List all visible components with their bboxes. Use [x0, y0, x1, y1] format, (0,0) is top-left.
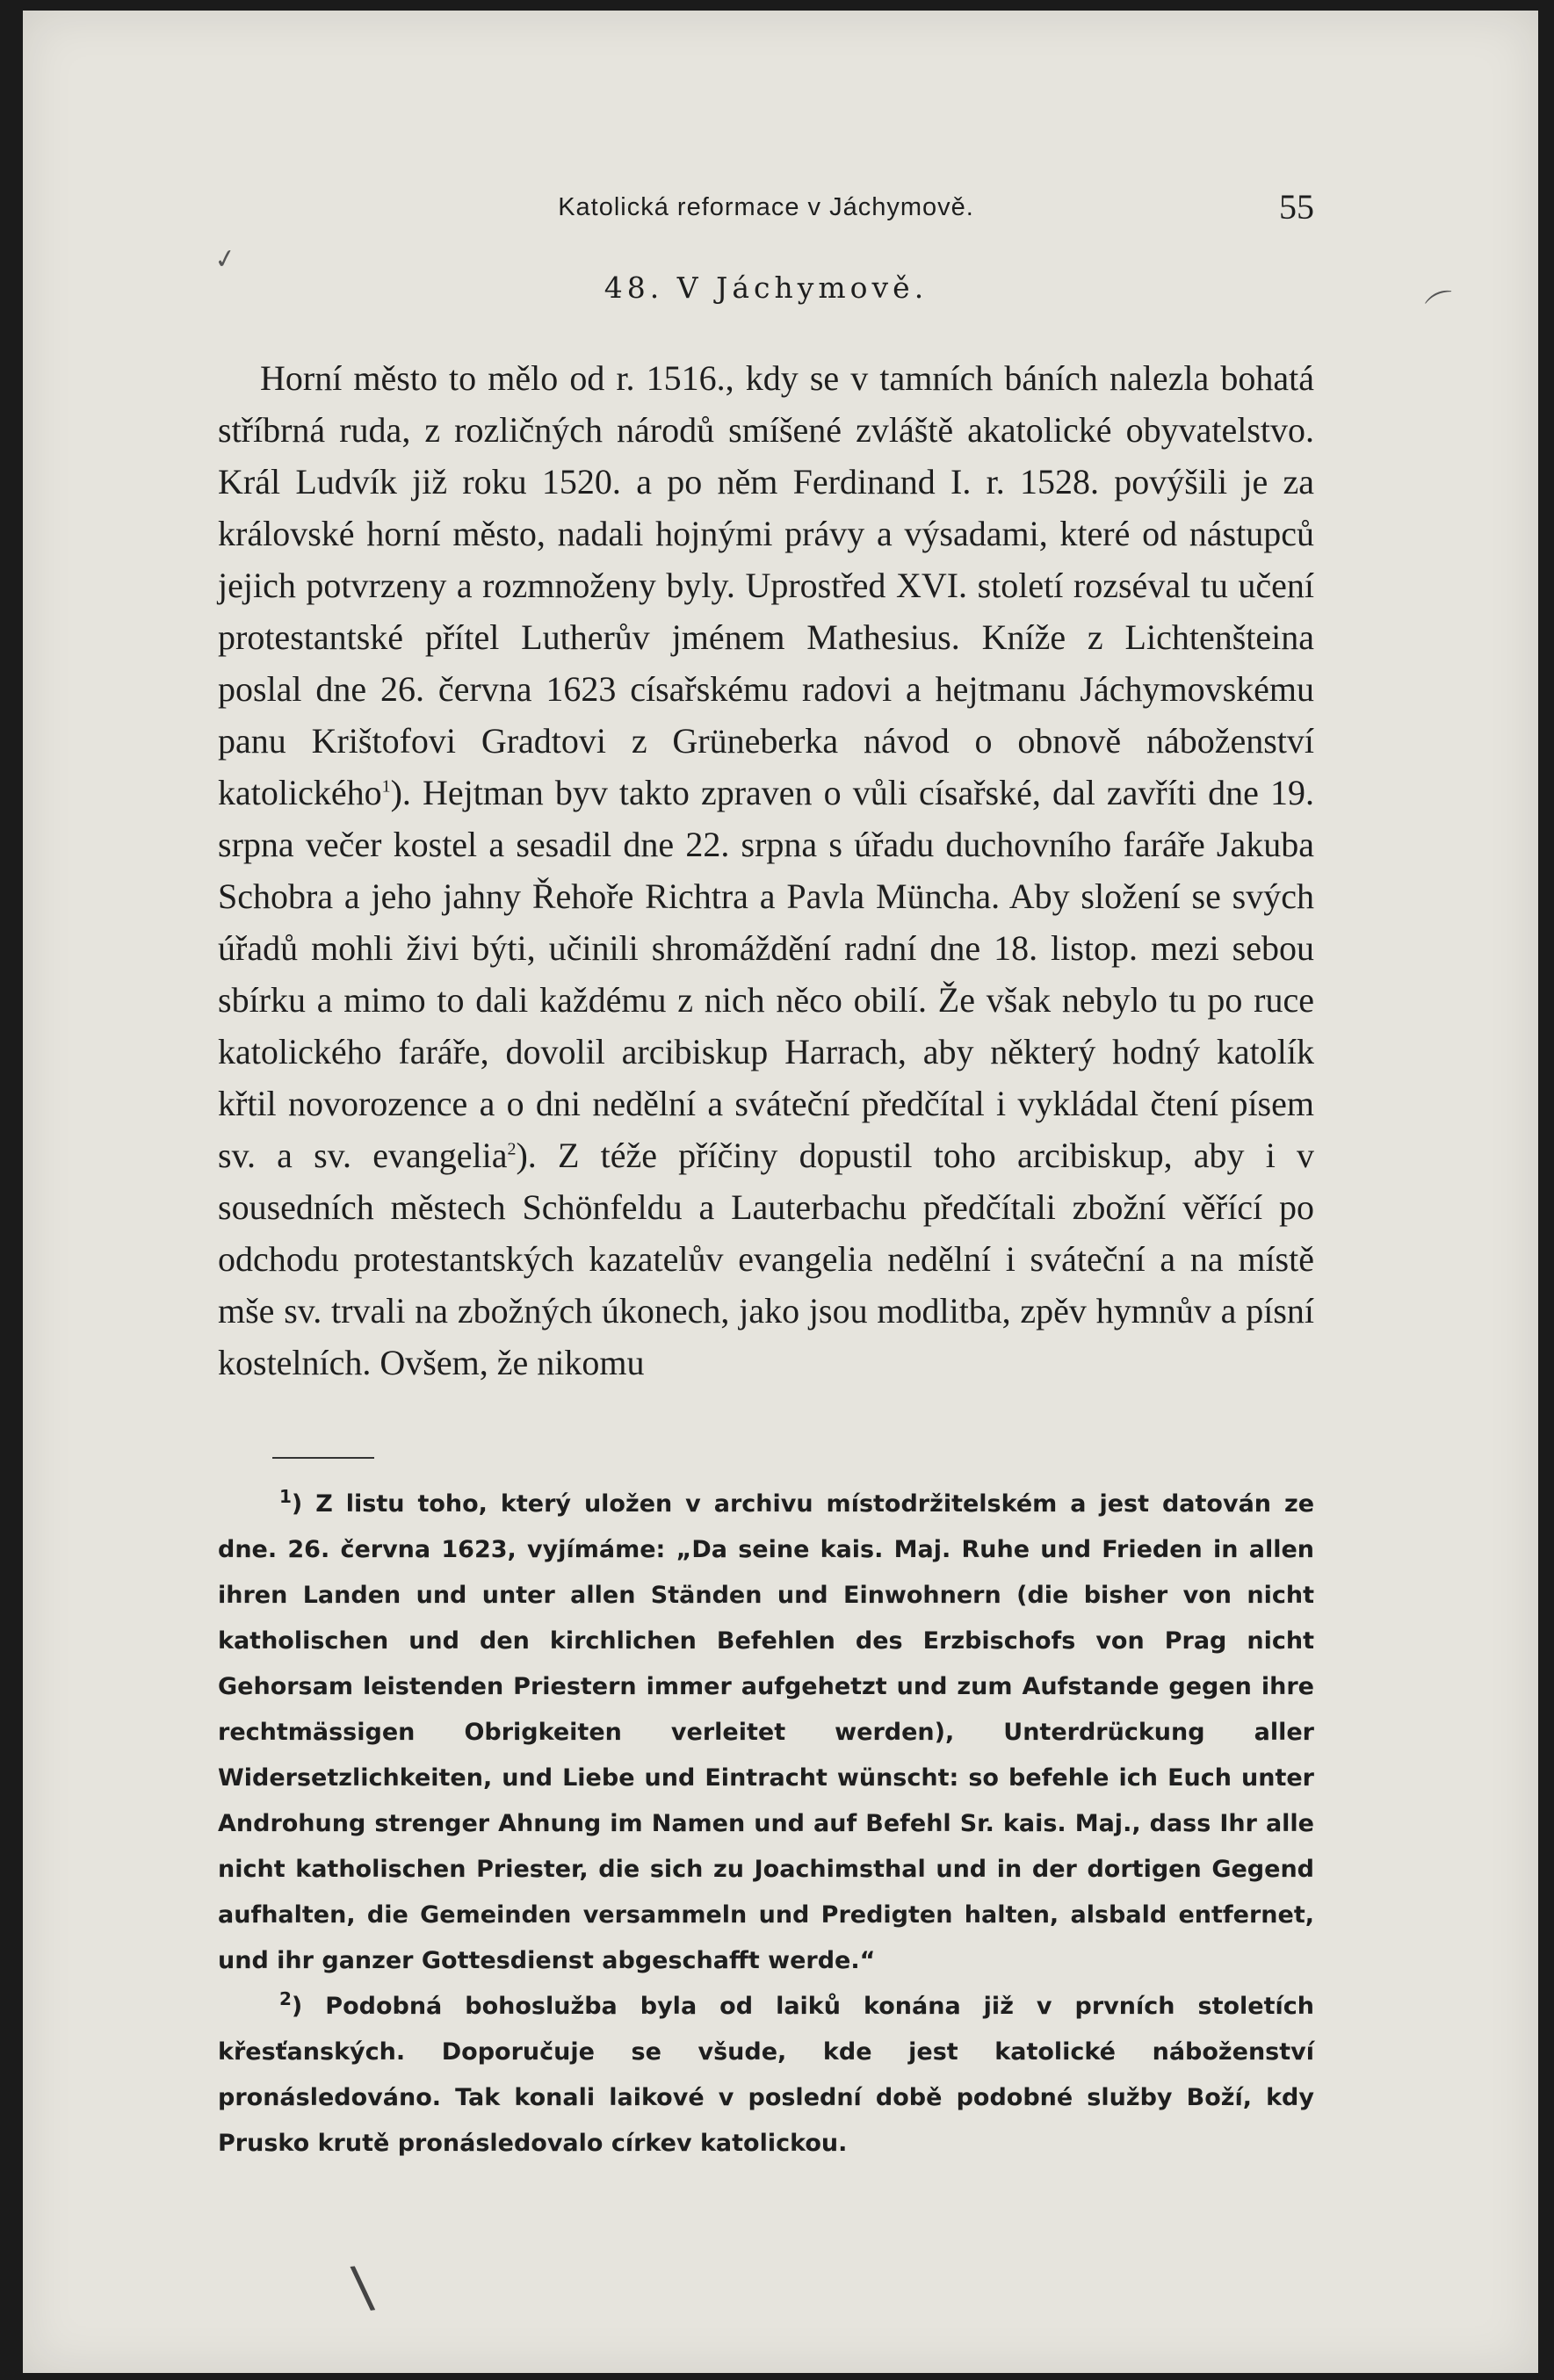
footnote-1 — [218, 1482, 1314, 1984]
section-heading: 48. V Jáchymově. — [604, 270, 929, 305]
body-text-part-b: ). Hejtman byv takto zpraven o vůli císařské, dal zavříti dne 19. srpna večer kostel a sesadil dne 22. srpna s úřadu duchovního faráře Jakuba Schobra a jeho jahny Řehoře Richtra a Pavla Müncha. Aby složení se svých úřadů mohli živi býti, učinili shromáždění radní dne 18. listop. mezi sebou sbírku a mimo to dali každému z nich něco obilí. Že však nebylo tu po ruce katolického faráře, dovolil arcibiskup Harrach, aby některý hodný katolík křtil novorozence a o dni nedělní a sváteční předčítal i vykládal čtení písem sv. a sv. evangelia — [218, 773, 1314, 1175]
body-text-part-a: Horní město to mělo od r. 1516., kdy se v tamních báních nalezla bohatá stříbrná ruda, z rozličných národů smíšené zvláště akatolické obyvatelstvo. Král Ludvík již roku 1520. a po něm Ferdinand I. r. 1528. povýšili je za královské horní město, nadali hojnými právy a výsadami, které od nástupců jejich potvrzeny a rozmnoženy byly. Uprostřed XVI. století rozséval tu učení protestantské přítel Lutherův jménem Mathesius. Kníže z Lichtenšteina poslal dne 26. června 1623 císařskému radovi a hejtmanu Jáchymovskému panu Krištofovi Gradtovi z Grüneberka návod o obnově náboženství katolického — [218, 358, 1314, 812]
footnote-ref-2: 2 — [507, 1139, 517, 1159]
body-paragraph — [218, 352, 1314, 1388]
footnote-ref-1: 1 — [381, 776, 391, 797]
body-text — [218, 352, 1314, 1388]
page-number: 55 — [1279, 187, 1314, 227]
body-text-part-c: ). Z téže příčiny dopustil toho arcibiskup, aby i v sousedních městech Schönfeldu a Lauterbachu předčítali zbožní věřící po odchodu protestantských kazatelův evangelia nedělní i sváteční a na místě mše sv. trvali na zbožných úkonech, jako jsou modlitba, zpěv hymnův a písní kostelních. Ovšem, že nikomu — [218, 1136, 1314, 1382]
pencil-stroke-icon: \ — [348, 2254, 377, 2322]
footnotes — [218, 1482, 1314, 2167]
footnote-1-text: ) Z listu toho, který uložen v archivu místodržitelském a jest datován ze dne. 26. června 1623, vyjímáme: „Da seine kais. Maj. Ruhe und Frieden in allen ihren Landen und unter allen Ständen und Einwohnern (die bisher von nicht katholischen und den kirchlichen Befehlen des Erzbischofs von Prag nicht Gehorsam leistenden Priestern immer aufgehetzt und zum Aufstande gegen ihre rechtmässigen Obrigkeiten verleitet werden), Unterdrückung aller Widersetzlichkeiten, und Liebe und Eintracht wünscht: so befehle ich Euch unter Androhung strenger Ahnung im Namen und auf Befehl Sr. kais. Maj., dass Ihr alle nicht katholischen Priester, die sich zu Joachimsthal und in der dortigen Gegend aufhalten, die Gemeinden versammeln und Predigten halten, alsbald entfernet, und ihr ganzer Gottesdienst abgeschafft werde.“ — [218, 1490, 1314, 1974]
book-page — [23, 11, 1538, 2373]
running-title: Katolická reformace v Jáchymově. — [558, 193, 974, 221]
page-content — [218, 186, 1314, 2167]
pencil-check-mark-icon: ✓ — [212, 242, 239, 277]
footnote-marker-2: 2 — [279, 1988, 292, 2009]
pencil-margin-mark-icon: ⌒ — [1421, 285, 1464, 329]
footnote-divider — [272, 1457, 374, 1459]
footnote-2-text: ) Podobná bohoslužba byla od laiků konána již v prvních stoletích křesťanských. Doporučuje se všude, kde jest katolické náboženství pronásledováno. Tak konali laikové v poslední době podobné služby Boží, kdy Prusko krutě pronásledovalo církev katolickou. — [218, 1993, 1314, 2157]
footnote-marker-1: 1 — [279, 1486, 292, 1507]
running-header — [218, 186, 1314, 232]
footnote-2 — [218, 1984, 1314, 2167]
